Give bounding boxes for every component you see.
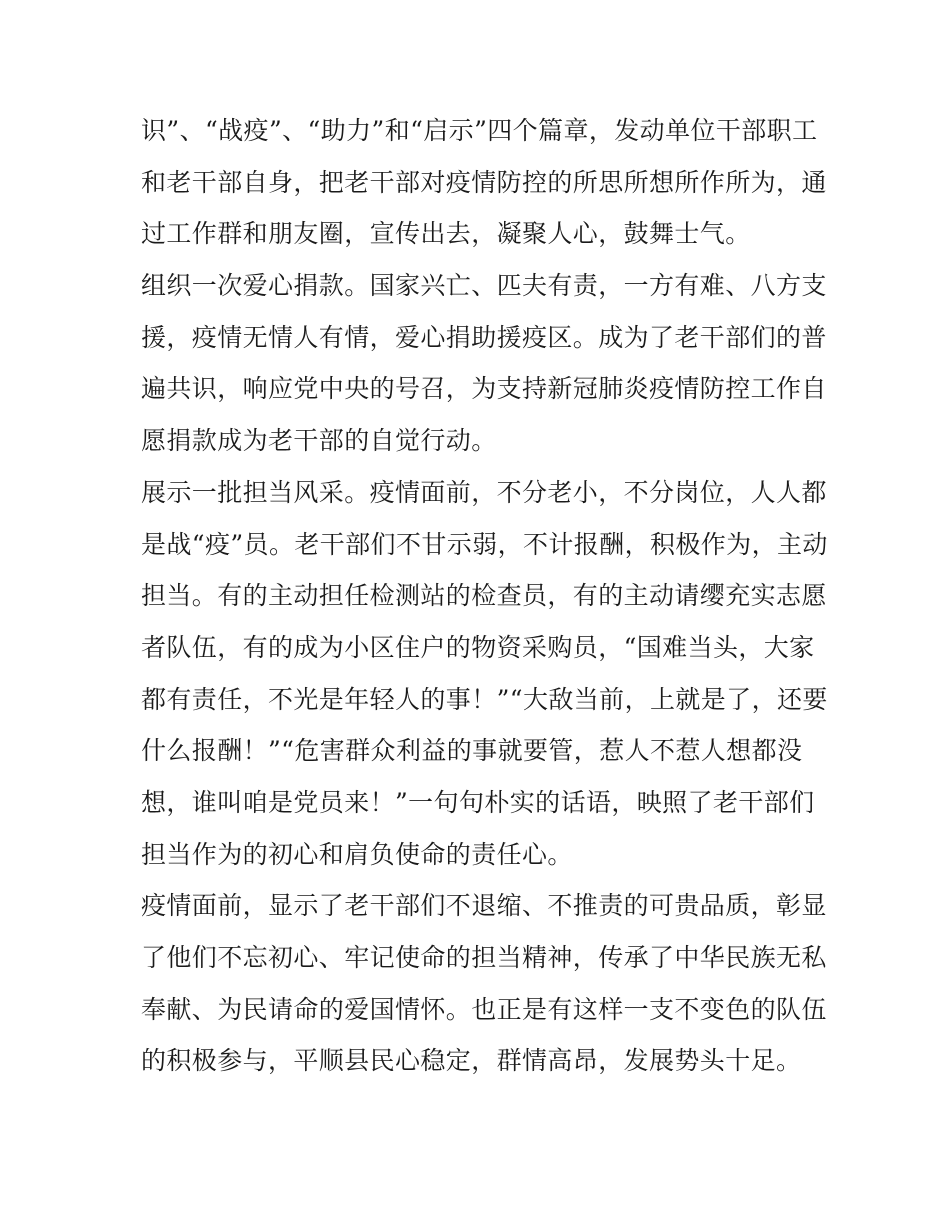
text-line: 遍共识，响应党中央的号召，为支持新冠肺炎疫情防控工作自 [141, 374, 827, 404]
text-line: 什么报酬！”“危害群众利益的事就要管，惹人不惹人想都没 [141, 736, 803, 766]
text-line: 展示一批担当风采。疫情面前，不分老小，不分岗位，人人都 [141, 477, 827, 507]
text-line: 愿捐款成为老干部的自觉行动。 [141, 426, 497, 456]
text-line: 援，疫情无情人有情，爱心捐助援疫区。成为了老干部们的普 [141, 322, 827, 352]
text-line: 了他们不忘初心、牢记使命的担当精神，传承了中华民族无私 [141, 943, 827, 972]
text-line: 的积极参与，平顺县民心稳定，群情高昂，发展势头十足。 [141, 1046, 802, 1076]
text-line: 组织一次爱心捐款。国家兴亡、匹夫有责，一方有难、八方支 [141, 271, 827, 301]
text-line: 奉献、为民请命的爱国情怀。也正是有这样一支不变色的队伍 [141, 994, 827, 1024]
text-line: 过工作群和朋友圈，宣传出去，凝聚人心，鼓舞士气。 [141, 219, 751, 249]
text-line: 担当作为的初心和肩负使命的责任心。 [141, 839, 573, 869]
text-line: 和老干部自身，把老干部对疫情防控的所思所想所作所为，通 [141, 167, 827, 197]
text-line: 是战“疫”员。老干部们不甘示弱，不计报酬，积极作为，主动 [141, 529, 828, 559]
text-line: 疫情面前，显示了老干部们不退缩、不推责的可贵品质，彰显 [141, 891, 827, 921]
text-line: 者队伍，有的成为小区住户的物资采购员，“国难当头，大家 [141, 632, 815, 662]
text-line: 想，谁叫咱是党员来！”一句句朴实的话语，映照了老干部们 [141, 787, 815, 817]
document-body [141, 105, 828, 1087]
text-line: 都有责任，不光是年轻人的事！”“大敌当前，上就是了，还要 [141, 684, 828, 714]
text-line: 识”、“战疫”、“助力”和“启示”四个篇章，发动单位干部职工 [141, 116, 818, 145]
text-line: 担当。有的主动担任检测站的检查员，有的主动请缨充实志愿 [141, 581, 827, 611]
